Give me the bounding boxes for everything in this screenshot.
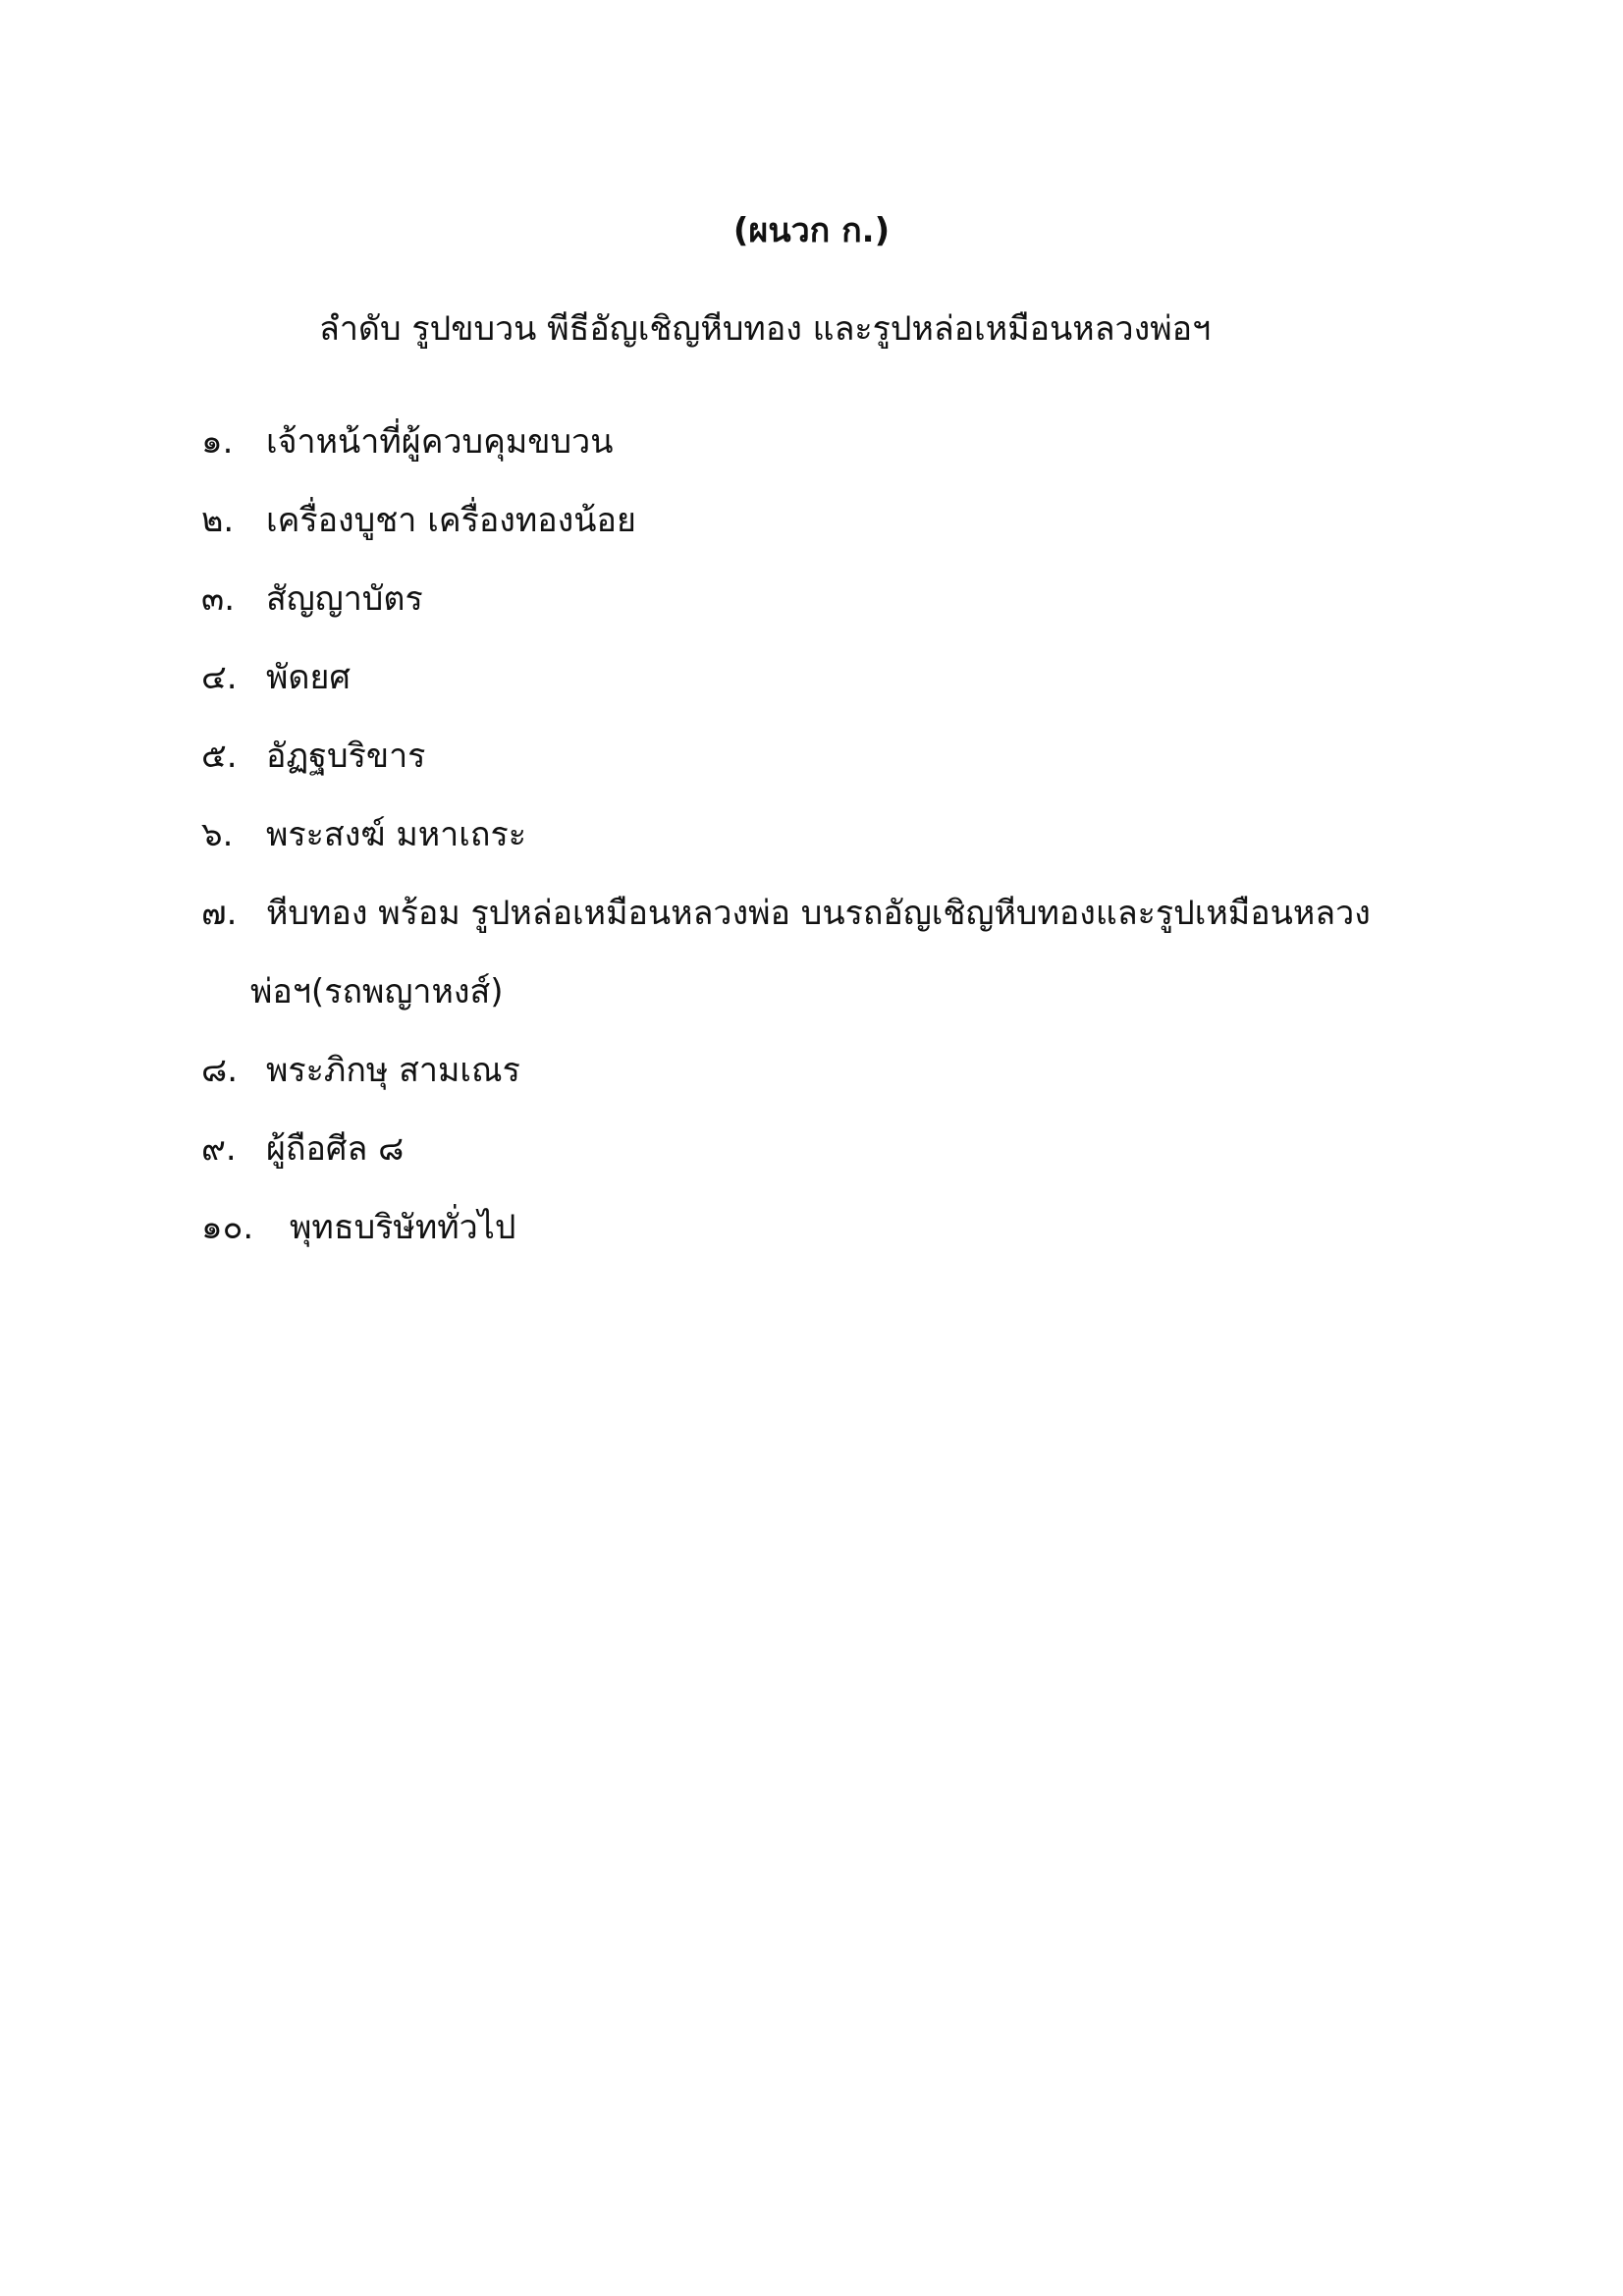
list-item xyxy=(201,717,1438,795)
item-number: ๑๐. xyxy=(201,1208,254,1247)
procession-order-list xyxy=(201,403,1438,1267)
item-text-block xyxy=(250,874,1438,1031)
item-text: พระภิกษุ สามเณร xyxy=(266,1051,520,1090)
list-item xyxy=(201,795,1438,874)
list-item xyxy=(201,403,1438,481)
list-item xyxy=(201,638,1438,717)
item-number: ๔. xyxy=(201,658,238,697)
list-item xyxy=(201,560,1438,638)
item-text: หีบทอง พร้อม รูปหล่อเหมือนหลวงพ่อ บนรถอัญเชิญหีบทองและรูปเหมือนหลวง xyxy=(266,894,1371,933)
item-text: พัดยศ xyxy=(266,658,351,697)
list-item xyxy=(201,874,1438,1031)
document-subtitle: ลำดับ รูปขบวน พีธีอัญเชิญหีบทอง และรูปหล่อเหมือนหลวงพ่อฯ xyxy=(319,309,1212,349)
item-number: ๗. xyxy=(201,894,238,933)
list-item xyxy=(201,481,1438,560)
item-text: พุทธบริษัททั่วไป xyxy=(290,1208,516,1247)
item-number: ๕. xyxy=(201,737,238,776)
item-text: เครื่องบูชา เครื่องทองน้อย xyxy=(266,501,636,540)
item-text-continuation: พ่อฯ(รถพญาหงส์) xyxy=(250,972,504,1011)
item-number: ๓. xyxy=(201,579,236,619)
item-text: ผู้ถือศีล ๘ xyxy=(266,1129,405,1169)
item-number: ๑. xyxy=(201,422,234,462)
item-text: สัญญาบัตร xyxy=(266,579,423,619)
item-number: ๘. xyxy=(201,1051,239,1090)
document-title: (ผนวก ก.) xyxy=(732,211,891,250)
item-number: ๒. xyxy=(201,501,235,540)
item-number: ๖. xyxy=(201,815,234,854)
list-item xyxy=(201,1031,1438,1110)
list-item xyxy=(201,1188,1438,1267)
item-text: เจ้าหน้าที่ผู้ควบคุมขบวน xyxy=(266,422,614,462)
item-text: พระสงฆ์ มหาเถระ xyxy=(266,815,526,854)
item-text: อัฏฐบริขาร xyxy=(266,737,426,776)
list-item xyxy=(201,1110,1438,1188)
item-number: ๙. xyxy=(201,1129,237,1169)
